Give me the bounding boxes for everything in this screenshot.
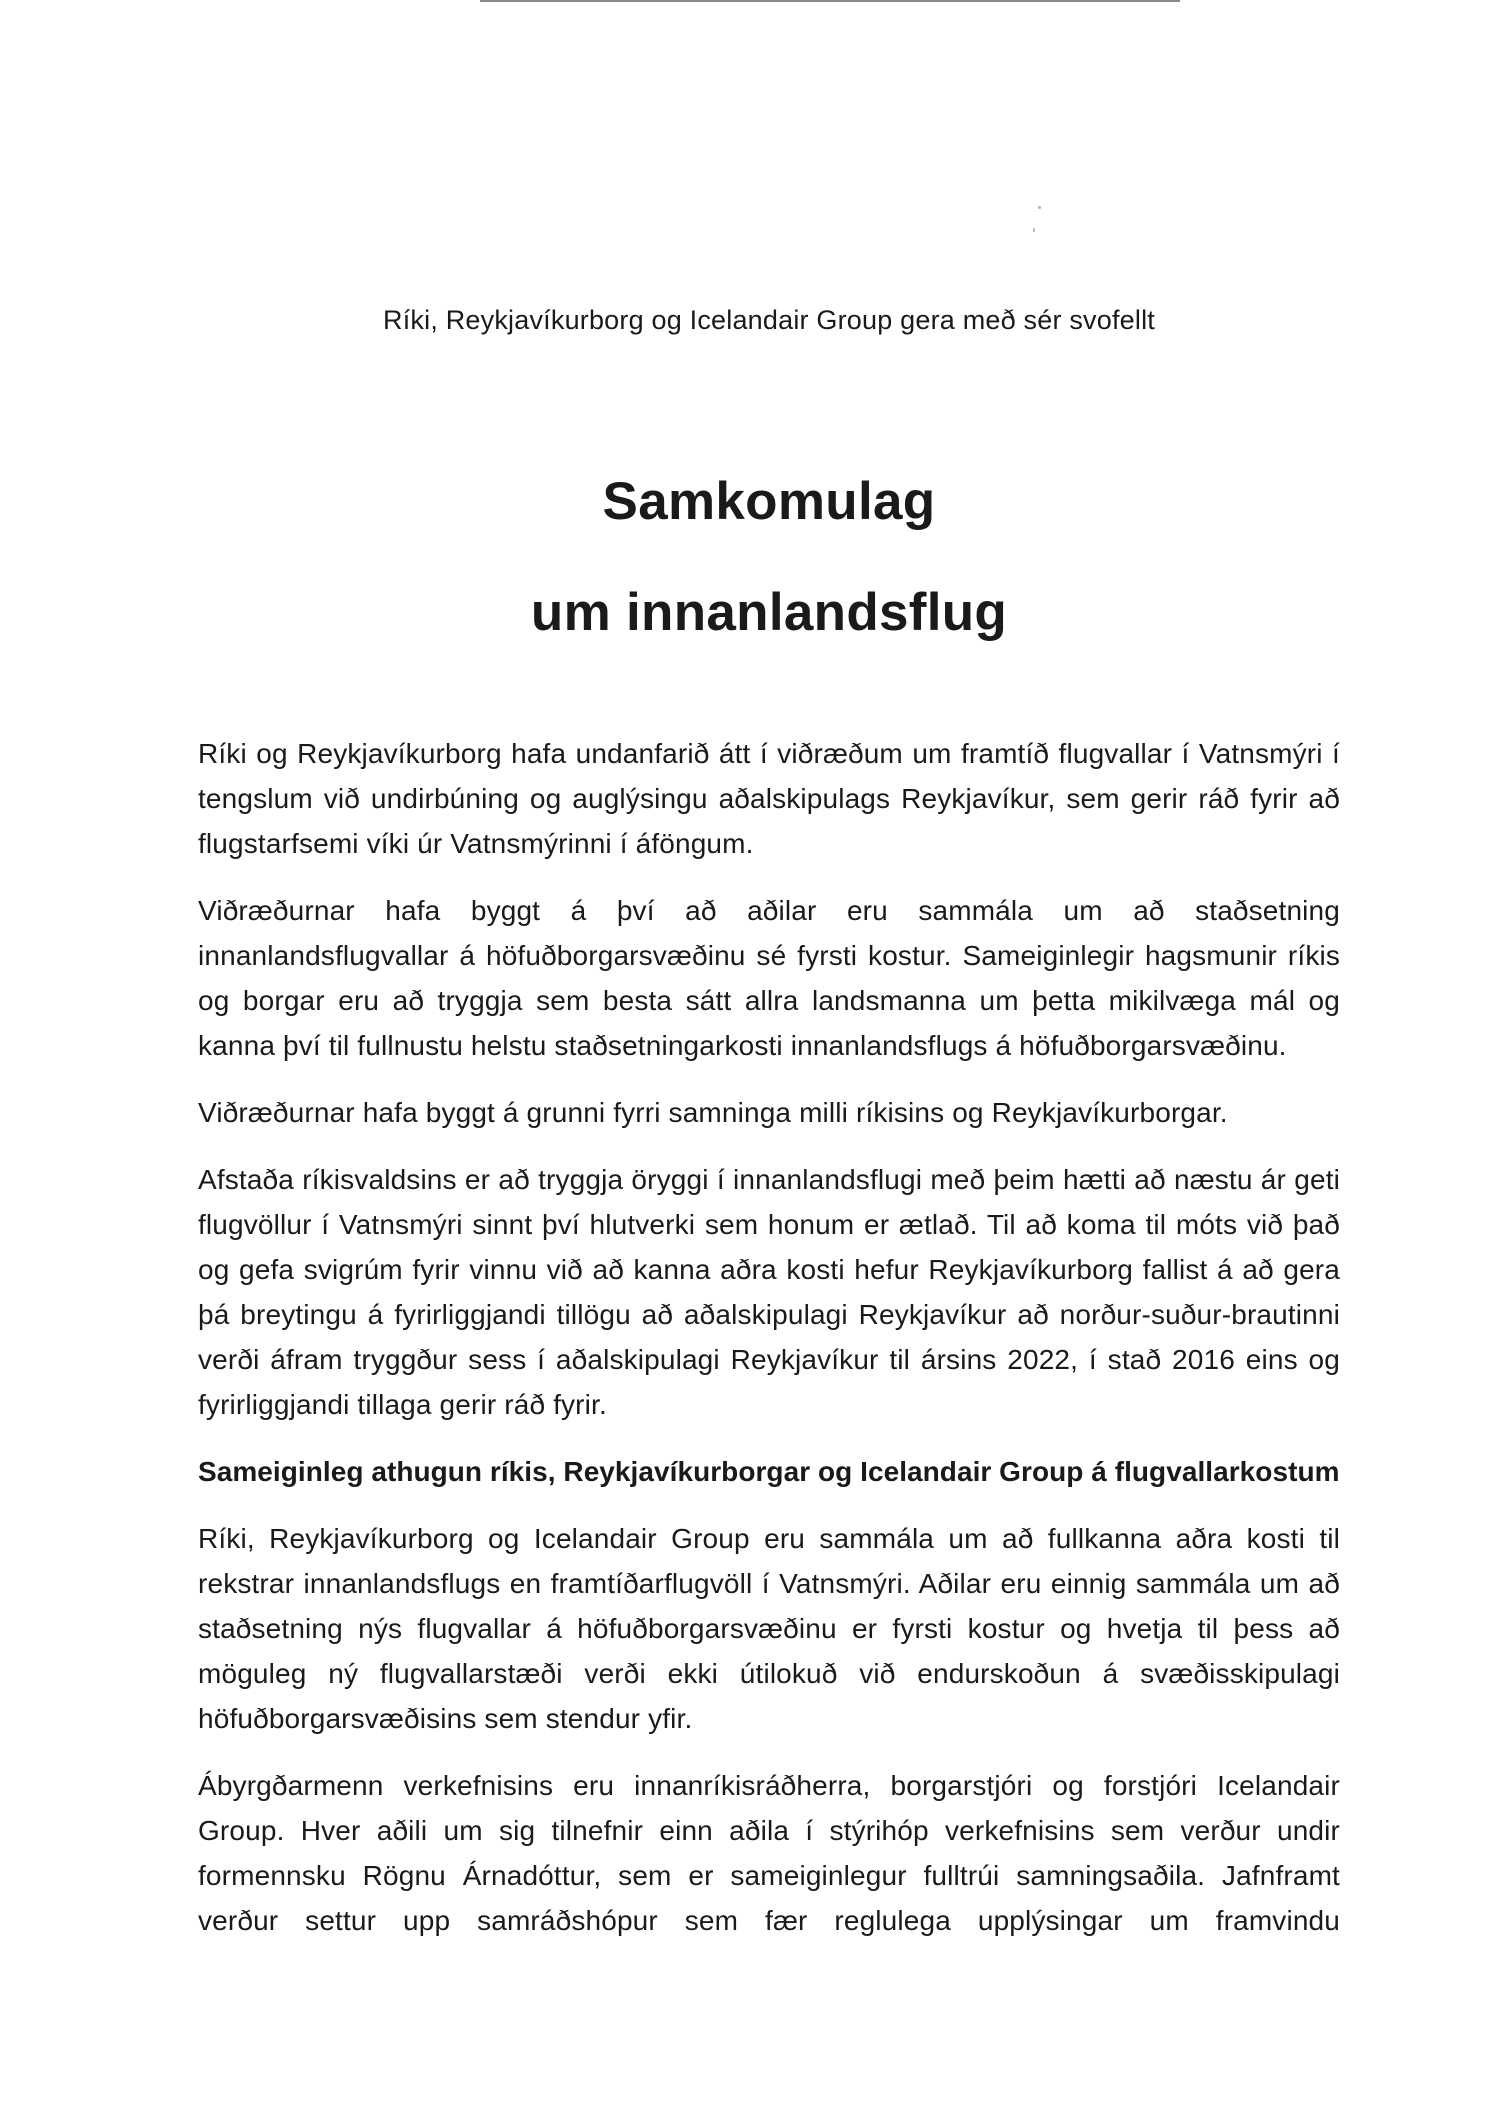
- paragraph: Afstaða ríkisvaldsins er að tryggja öryggi í innanlandsflugi með þeim hætti að næstu ár geti flugvöllur í Vatnsmýri sinnt því hlutverki sem honum er ætlað. Til að koma til móts við það og gefa svigrúm fyrir vinnu við að kanna aðra kosti hefur Reykjavíkurborg fallist á að gera þá breytingu á fyrirliggjandi tillögu að aðalskipulagi Reykjavíkur að norður-suður-brautinni verði áfram tryggður sess í aðalskipulagi Reykjavíkur til ársins 2022, í stað 2016 eins og fyrirliggjandi tillaga gerir ráð fyrir.: [198, 1164, 1340, 1420]
- paragraph: Ríki, Reykjavíkurborg og Icelandair Group eru sammála um að fullkanna aðra kosti til rekstrar innanlandsflugs en framtíðarflugvöll í Vatnsmýri. Aðilar eru einnig sammála um að staðsetning nýs flugvallar á höfuðborgarsvæðinu er fyrsti kostur og hvetja til þess að möguleg ný flugvallarstæði verði ekki útilokuð við endurskoðun á svæðisskipulagi höfuðborgarsvæðisins sem stendur yfir.: [198, 1523, 1340, 1734]
- paragraph: Ábyrgðarmenn verkefnisins eru innanríkisráðherra, borgarstjóri og forstjóri Icelandair Group. Hver aðili um sig tilnefnir einn aðila í stýrihóp verkefnisins sem verður undir formennsku Rögnu Árnadóttur, sem er sameiginlegur fulltrúi samningsaðila. Jafnframt verður settur upp samráðshópur sem fær reglulega upplýsingar um framvindu: [198, 1770, 1340, 1936]
- paragraph: Viðræðurnar hafa byggt á því að aðilar eru sammála um að staðsetning innanlandsflugvallar á höfuðborgarsvæðinu sé fyrsti kostur. Sameiginlegir hagsmunir ríkis og borgar eru að tryggja sem besta sátt allra landsmanna um þetta mikilvæga mál og kanna því til fullnustu helstu staðsetningarkosti innanlandsflugs á höfuðborgarsvæðinu.: [198, 895, 1340, 1061]
- document-preamble: Ríki, Reykjavíkurborg og Icelandair Group gera með sér svofellt: [383, 305, 1155, 335]
- scan-dust-mark: [1038, 206, 1041, 209]
- document-title: Samkomulag: [602, 472, 936, 531]
- document-body: [198, 731, 1340, 1965]
- section-heading: Sameiginleg athugun ríkis, Reykjavíkurborgar og Icelandair Group á flugvallarkostum: [198, 1456, 1340, 1487]
- document-subtitle: um innanlandsflug: [530, 583, 1008, 642]
- scan-dust-mark: [1033, 228, 1035, 232]
- scan-top-edge: [480, 0, 1180, 2]
- paragraph: Ríki og Reykjavíkurborg hafa undanfarið átt í viðræðum um framtíð flugvallar í Vatnsmýri í tengslum við undirbúning og auglýsingu aðalskipulags Reykjavíkur, sem gerir ráð fyrir að flugstarfsemi víki úr Vatnsmýrinni í áföngum.: [198, 738, 1340, 859]
- paragraph: Viðræðurnar hafa byggt á grunni fyrri samninga milli ríkisins og Reykjavíkurborgar.: [198, 1097, 1228, 1128]
